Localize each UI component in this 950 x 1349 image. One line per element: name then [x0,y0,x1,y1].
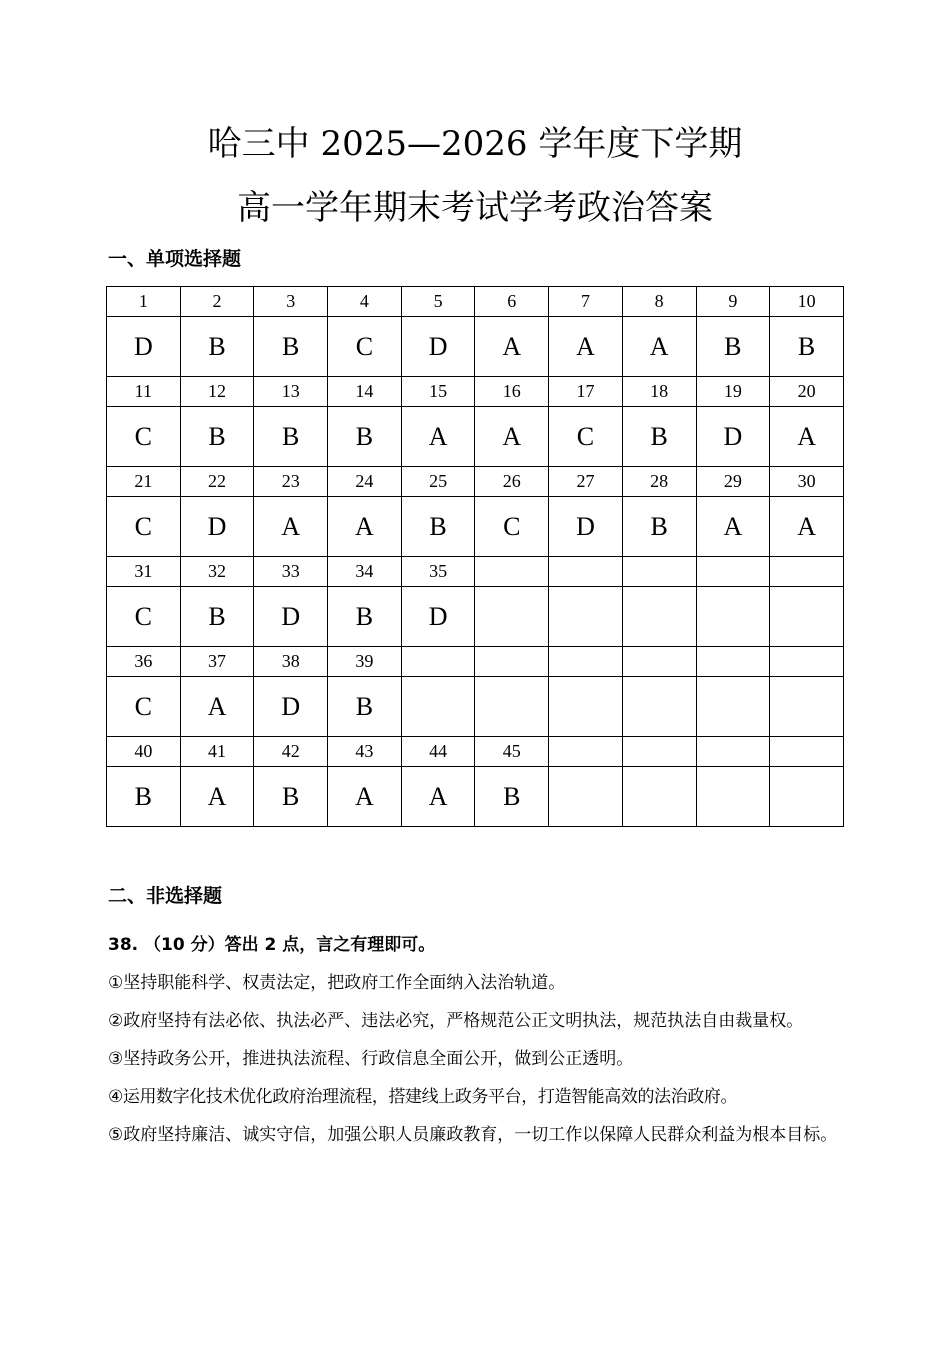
answer-cell: A [622,317,696,377]
question-number-cell [770,647,844,677]
answer-cell: B [328,677,402,737]
question-number-cell: 12 [180,377,254,407]
question-number-cell: 18 [622,377,696,407]
answer-cell: A [328,497,402,557]
question-number-cell: 21 [107,467,181,497]
question-number-cell [622,557,696,587]
question-number-cell: 5 [401,287,475,317]
question-number-cell: 19 [696,377,770,407]
question-number-cell: 22 [180,467,254,497]
question-number-cell: 25 [401,467,475,497]
answer-cell [696,767,770,827]
question-number-row [107,647,844,677]
question-number-cell: 8 [622,287,696,317]
question-number-cell: 29 [696,467,770,497]
answer-cell [696,677,770,737]
question-number-row [107,557,844,587]
section-heading-choice: 一、单项选择题 [108,248,242,270]
answer-cell [401,677,475,737]
answer-row [107,677,844,737]
question-number-cell: 1 [107,287,181,317]
answer-cell: A [770,407,844,467]
answer-cell: C [475,497,549,557]
question-number-cell: 9 [696,287,770,317]
question-number-cell [696,647,770,677]
answer-cell: D [401,587,475,647]
question-number-cell [770,557,844,587]
question-number-cell: 17 [549,377,623,407]
answer-row [107,317,844,377]
answer-cell [549,587,623,647]
answer-cell: A [401,767,475,827]
answer-cell: D [254,587,328,647]
question-number-cell [549,557,623,587]
answer-cell [475,677,549,737]
answer-cell: D [401,317,475,377]
question-number-cell: 44 [401,737,475,767]
answer-row [107,497,844,557]
answer-row [107,587,844,647]
question-number-cell: 34 [328,557,402,587]
essay-answer-block [108,926,848,1154]
answer-point-3: ③坚持政务公开，推进执法流程、行政信息全面公开，做到公正透明。 [108,1049,634,1069]
answer-cell: A [180,767,254,827]
question-number-cell [622,737,696,767]
answer-cell: C [549,407,623,467]
question-number-cell: 33 [254,557,328,587]
answer-cell: D [180,497,254,557]
question-number-cell: 28 [622,467,696,497]
question-number-cell: 16 [475,377,549,407]
question-number-cell [549,737,623,767]
question-title: 38. （10 分）答出 2 点，言之有理即可。 [108,935,436,955]
page-title-line2: 高一学年期末考试学考政治答案 [237,188,713,228]
answer-cell: A [401,407,475,467]
section-heading-nonchoice: 二、非选择题 [108,885,223,907]
answer-cell [622,677,696,737]
answer-cell: A [254,497,328,557]
question-number-cell: 7 [549,287,623,317]
answer-cell: B [328,587,402,647]
answer-cell: B [254,317,328,377]
answer-cell: A [180,677,254,737]
question-number-cell: 10 [770,287,844,317]
answer-row [107,407,844,467]
question-number-cell: 15 [401,377,475,407]
answer-row [107,767,844,827]
answer-cell: A [475,407,549,467]
question-number-cell: 3 [254,287,328,317]
question-number-cell [475,557,549,587]
answer-cell: D [696,407,770,467]
answer-cell: A [475,317,549,377]
answer-cell: B [622,407,696,467]
question-number-cell: 35 [401,557,475,587]
question-number-cell: 38 [254,647,328,677]
answer-point-1: ①坚持职能科学、权责法定，把政府工作全面纳入法治轨道。 [108,973,566,993]
question-number-cell: 23 [254,467,328,497]
question-number-cell: 41 [180,737,254,767]
answer-point-4: ④运用数字化技术优化政府治理流程，搭建线上政务平台，打造智能高效的法治政府。 [108,1087,738,1107]
answer-cell [770,677,844,737]
question-number-cell: 45 [475,737,549,767]
answer-cell: D [107,317,181,377]
question-number-cell [401,647,475,677]
answer-cell: B [254,767,328,827]
question-number-cell: 27 [549,467,623,497]
question-number-cell [696,737,770,767]
question-number-cell: 24 [328,467,402,497]
question-number-cell: 2 [180,287,254,317]
answer-cell: B [180,587,254,647]
answer-point-5: ⑤政府坚持廉洁、诚实守信，加强公职人员廉政教育，一切工作以保障人民群众利益为根本目标。 [108,1125,838,1145]
question-number-cell [622,647,696,677]
question-number-row [107,467,844,497]
question-number-cell: 13 [254,377,328,407]
answer-cell: C [107,587,181,647]
answer-cell [696,587,770,647]
answer-cell: B [475,767,549,827]
answer-cell: A [328,767,402,827]
question-number-row [107,377,844,407]
answer-cell: B [254,407,328,467]
question-number-cell: 43 [328,737,402,767]
question-number-cell: 36 [107,647,181,677]
answer-cell: B [328,407,402,467]
question-number-cell: 31 [107,557,181,587]
answer-cell: A [696,497,770,557]
answer-cell: D [549,497,623,557]
answer-cell: C [107,497,181,557]
answer-cell: B [696,317,770,377]
question-number-row [107,737,844,767]
page-title-line1: 哈三中 2025—2026 学年度下学期 [207,124,743,164]
question-number-cell: 6 [475,287,549,317]
answer-cell [549,677,623,737]
question-number-cell: 30 [770,467,844,497]
question-number-cell: 4 [328,287,402,317]
question-number-cell [696,557,770,587]
question-number-cell: 14 [328,377,402,407]
answer-cell: A [770,497,844,557]
answer-cell [622,767,696,827]
question-number-cell: 11 [107,377,181,407]
answer-cell [549,767,623,827]
question-number-cell [549,647,623,677]
answer-cell: B [770,317,844,377]
answer-table [106,286,844,827]
question-number-cell: 40 [107,737,181,767]
answer-cell: B [180,317,254,377]
answer-cell: B [107,767,181,827]
answer-cell [770,767,844,827]
answer-cell: B [401,497,475,557]
answer-cell: C [107,407,181,467]
answer-cell: B [622,497,696,557]
question-number-cell: 32 [180,557,254,587]
answer-cell [770,587,844,647]
answer-cell: B [180,407,254,467]
question-number-cell [475,647,549,677]
question-number-cell: 42 [254,737,328,767]
answer-point-2: ②政府坚持有法必依、执法必严、违法必究，严格规范公正文明执法，规范执法自由裁量权。 [108,1011,804,1031]
answer-cell: D [254,677,328,737]
question-number-cell: 37 [180,647,254,677]
question-number-cell [770,737,844,767]
answer-cell [475,587,549,647]
answer-cell [622,587,696,647]
question-number-cell: 26 [475,467,549,497]
answer-cell: A [549,317,623,377]
question-number-cell: 20 [770,377,844,407]
question-number-row [107,287,844,317]
question-number-cell: 39 [328,647,402,677]
answer-cell: C [107,677,181,737]
answer-cell: C [328,317,402,377]
